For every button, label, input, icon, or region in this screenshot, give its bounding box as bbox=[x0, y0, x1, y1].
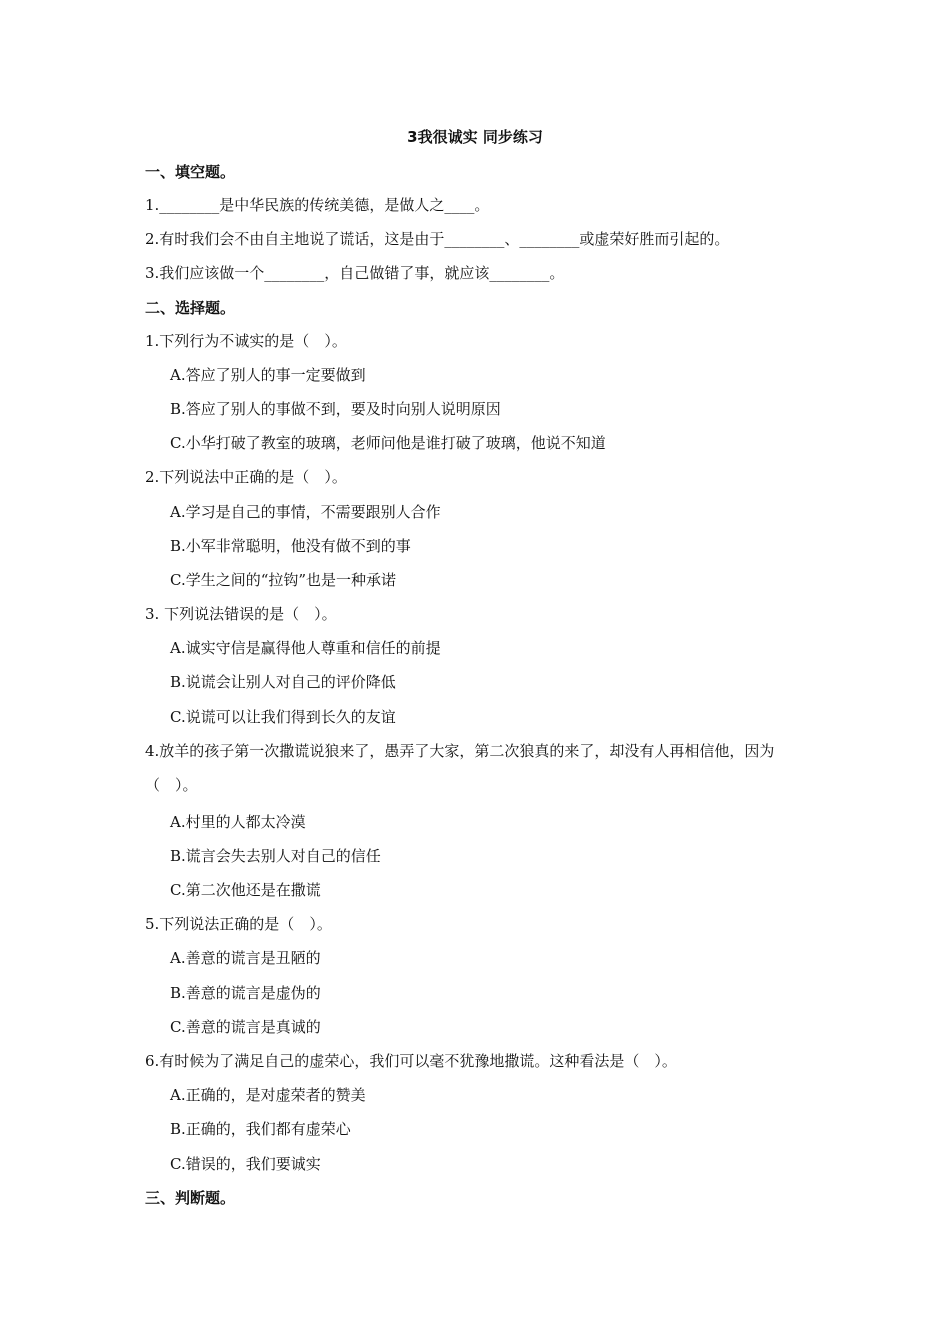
choice-question-4: 4.放羊的孩子第一次撒谎说狼来了，愚弄了大家，第二次狼真的来了，却没有人再相信他，因为（ ）。 bbox=[145, 742, 775, 794]
choice-5-option-c: C.善意的谎言是真诚的 bbox=[170, 1018, 321, 1036]
choice-6-option-a: A.正确的，是对虚荣者的赞美 bbox=[170, 1086, 366, 1104]
choice-6-option-b: B.正确的，我们都有虚荣心 bbox=[170, 1120, 351, 1138]
section-heading-fill: 一、填空题。 bbox=[145, 163, 236, 181]
choice-2-option-a: A.学习是自己的事情，不需要跟别人合作 bbox=[170, 503, 441, 521]
choice-1-option-b: B.答应了别人的事做不到，要及时向别人说明原因 bbox=[170, 400, 501, 418]
choice-3-option-c: C.说谎可以让我们得到长久的友谊 bbox=[170, 708, 396, 726]
fill-question-1: 1.________是中华民族的传统美德，是做人之____。 bbox=[145, 196, 490, 214]
choice-2-option-c: C.学生之间的“拉钩”也是一种承诺 bbox=[170, 571, 397, 589]
choice-4-option-a: A.村里的人都太冷漠 bbox=[170, 813, 306, 831]
fill-question-2: 2.有时我们会不由自主地说了谎话，这是由于________、________或虚荣好胜而引起的。 bbox=[145, 230, 730, 248]
section-heading-choice: 二、选择题。 bbox=[145, 299, 236, 317]
choice-3-option-a: A.诚实守信是赢得他人尊重和信任的前提 bbox=[170, 639, 441, 657]
fill-question-3: 3.我们应该做一个________，自己做错了事，就应该________。 bbox=[145, 264, 565, 282]
choice-question-2: 2.下列说法中正确的是（ ）。 bbox=[145, 468, 347, 486]
choice-3-option-b: B.说谎会让别人对自己的评价降低 bbox=[170, 673, 396, 691]
choice-question-3: 3. 下列说法错误的是（ ）。 bbox=[145, 605, 337, 623]
choice-1-option-a: A.答应了别人的事一定要做到 bbox=[170, 366, 366, 384]
choice-question-1: 1.下列行为不诚实的是（ ）。 bbox=[145, 332, 347, 350]
choice-6-option-c: C.错误的，我们要诚实 bbox=[170, 1155, 321, 1173]
page-title: 3我很诚实 同步练习 bbox=[407, 128, 543, 146]
choice-4-option-c: C.第二次他还是在撒谎 bbox=[170, 881, 321, 899]
choice-1-option-c: C.小华打破了教室的玻璃，老师问他是谁打破了玻璃，他说不知道 bbox=[170, 434, 606, 452]
choice-4-option-b: B.谎言会失去别人对自己的信任 bbox=[170, 847, 381, 865]
choice-question-5: 5.下列说法正确的是（ ）。 bbox=[145, 915, 332, 933]
choice-question-6: 6.有时候为了满足自己的虚荣心，我们可以毫不犹豫地撒谎。这种看法是（ ）。 bbox=[145, 1052, 677, 1070]
section-heading-judge: 三、判断题。 bbox=[145, 1189, 236, 1207]
choice-5-option-a: A.善意的谎言是丑陋的 bbox=[170, 949, 321, 967]
choice-2-option-b: B.小军非常聪明，他没有做不到的事 bbox=[170, 537, 411, 555]
choice-5-option-b: B.善意的谎言是虚伪的 bbox=[170, 984, 321, 1002]
